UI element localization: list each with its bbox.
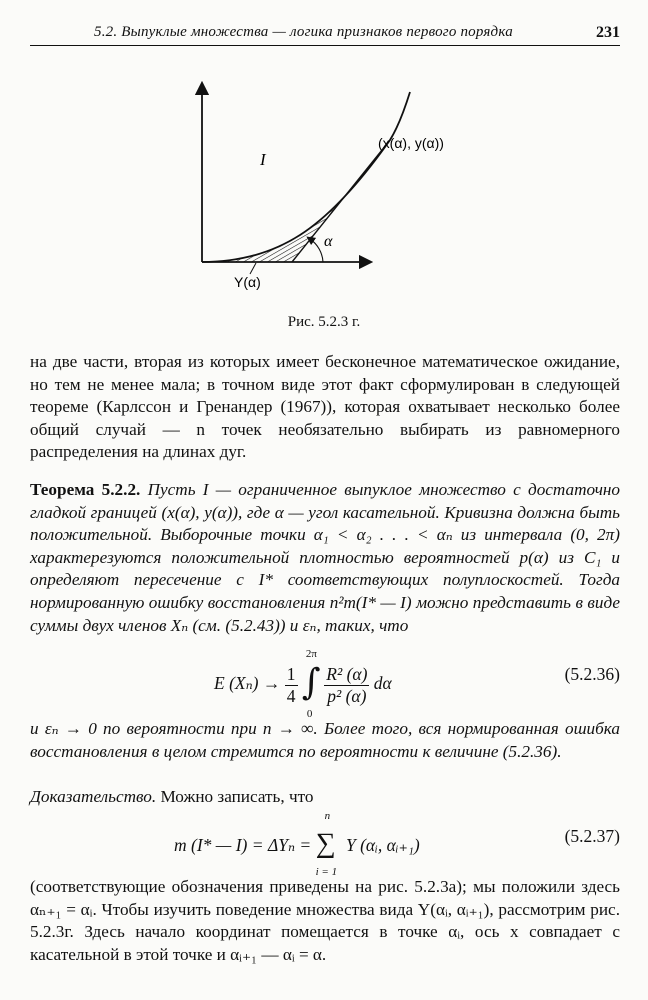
figure-caption: Рис. 5.2.3 г.: [287, 314, 361, 330]
curve-point-label: (x(α), y(α)): [378, 135, 444, 151]
header-rule: [30, 45, 620, 46]
paragraph-convergence: и εₙ → 0 по вероятности при n → ∞. Более того, вся нормированная ошибка восстановления в целом стремится по вероятности к величине (5.2.36).: [30, 719, 620, 761]
integral-lower-limit: 0: [306, 708, 313, 720]
shaded-region-label: Y(α): [234, 274, 261, 290]
angle-arc: [310, 239, 323, 262]
eq1-integrand: $\frac{\text{R² (α)}}{\text{p² (α)}}$: [326, 663, 368, 706]
eq1-number: (5.2.36): [564, 664, 620, 684]
hatched-region: [202, 140, 390, 262]
eq1-differential: dα: [373, 673, 392, 694]
equation-5-2-37: [30, 810, 620, 878]
paragraph-final: (соответствующие обозначения приведены на рис. 5.2.3а); мы положили здесь αₙ₊₁ = αᵢ. Чтобы изучить поведение множества вида Y(αᵢ, αᵢ₊₁), рассмотрим рис. 5.2.3г. Здесь начало координат помещается в точке αᵢ, ось x совпадает с касательной в этой точке и αᵢ₊₁ — αᵢ = α.: [30, 877, 620, 964]
integral-upper-limit: 2π: [305, 648, 317, 660]
sum-lower-limit: i = 1: [315, 866, 338, 878]
eq1-coefficient: $\frac{1}{4}$: [286, 663, 296, 706]
eq2-term: Y (αᵢ, αᵢ₊₁): [345, 835, 420, 856]
figure-svg: [190, 80, 470, 310]
eq2-number: (5.2.37): [564, 826, 620, 846]
proof-heading: Доказательство.: [30, 787, 157, 806]
eq2-lhs: m (I* — I) = ΔYₙ =: [174, 835, 312, 856]
eq1-lhs: E (Xₙ) →: [214, 673, 281, 694]
theorem-body: Пусть I — ограниченное выпуклое множество с достаточно гладкой границей (x(α), y(α)), где α — угол касательной. Кривизна должна быть положительной. Выборочные точки α₁ < α₂ . . . < αₙ из интервала (0, 2π) характерезуются положительной плотностью вероятностей p(α) из C₁ и определяют пересечение с I* соответствующих полуплоскостей. Тогда нормированную ошибку восстановления n²m(I* — I) можно представить в виде суммы двух членов Xₙ (см. (5.2.43)) и εₙ, таких, что: [30, 480, 621, 635]
theorem-heading: Теорема 5.2.2.: [30, 480, 141, 499]
integral-sign: 2π ∫ 0: [301, 648, 321, 720]
figure-5-2-3g: [190, 80, 470, 310]
angle-label: α: [324, 233, 333, 250]
label-leader: [250, 263, 256, 274]
paragraph-intro: на две части, вторая из которых имеет бесконечное математическое ожидание, но тем не менее мала; в точном виде этот факт сформулирован в следующей теореме (Карлссон и Гренандер (1967)), которая охватывает несколько более общий случай — n точек необязательно выбирать из равномерного распределения на длинах дуг.: [30, 352, 620, 462]
proof-start: [30, 786, 620, 809]
sum-upper-limit: n: [324, 810, 331, 822]
tangent-line: [292, 140, 390, 262]
running-title: 5.2. Выпуклые множества — логика признаков первого порядка: [94, 24, 513, 40]
region-label: I: [260, 150, 266, 169]
proof-body: Можно записать, что: [160, 787, 314, 806]
page-header: [30, 24, 620, 46]
theorem-5-2-2: [30, 479, 620, 637]
sum-sign: n ∑ i = 1: [315, 810, 338, 878]
equation-5-2-36: [30, 648, 620, 720]
page-number: 231: [596, 24, 620, 41]
